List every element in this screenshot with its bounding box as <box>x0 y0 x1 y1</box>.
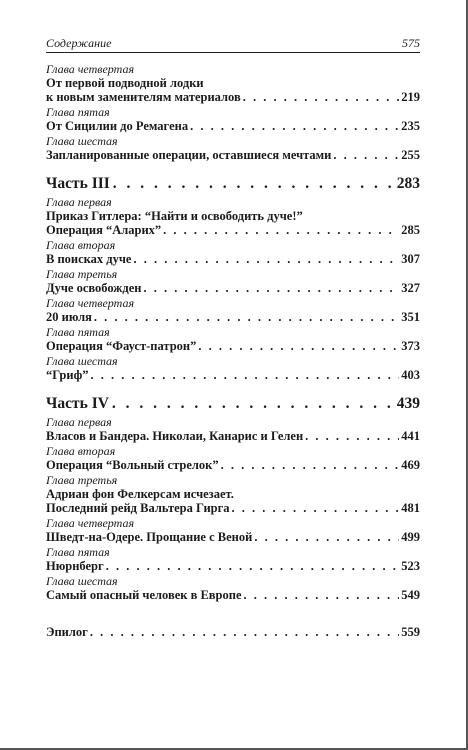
entry-page: 523 <box>401 559 420 573</box>
entry-page: 403 <box>401 368 420 382</box>
chapter-label: Глава четвертая <box>46 296 135 310</box>
chapter-label: Глава шестая <box>46 574 118 588</box>
entry-line <box>46 90 420 105</box>
dot-leader <box>163 223 399 237</box>
entry-title: 20 июля <box>46 310 92 324</box>
part-page: 283 <box>396 175 420 192</box>
chapter-label: Глава шестая <box>46 134 118 148</box>
toc-entry <box>46 296 420 325</box>
entry-page: 373 <box>401 339 420 353</box>
entry-line <box>46 429 420 444</box>
chapter-label: Глава пятая <box>46 545 110 559</box>
entry-title: Запланированные операции, оставшиеся мечтами <box>46 148 332 162</box>
entry-line <box>46 148 420 163</box>
entry-line <box>46 252 420 267</box>
chapter-label: Глава вторая <box>46 238 116 252</box>
dot-leader <box>243 90 400 104</box>
chapter-label: Глава четвертая <box>46 516 135 530</box>
chapter-label: Глава вторая <box>46 444 116 458</box>
entry-title: Последний рейд Вальтера Гирга <box>46 501 230 515</box>
entry-line <box>46 339 420 354</box>
toc-entry <box>46 415 420 444</box>
part-page: 439 <box>396 395 420 412</box>
entry-line <box>46 310 420 325</box>
entry-title: “Гриф” <box>46 368 89 382</box>
entry-title: Операция “Аларих” <box>46 223 162 237</box>
entry-title: Операция “Вольный стрелок” <box>46 458 219 472</box>
toc-entry <box>46 354 420 383</box>
dot-leader <box>254 530 399 544</box>
dot-leader <box>94 310 399 324</box>
toc-entry <box>46 134 420 163</box>
entry-line <box>46 458 420 473</box>
entry-page: 351 <box>401 310 420 324</box>
entry-page: 219 <box>401 90 420 104</box>
entry-page: 559 <box>401 625 420 639</box>
toc-entry <box>46 238 420 267</box>
entry-line <box>46 588 420 603</box>
entry-page: 469 <box>401 458 420 472</box>
entry-page: 481 <box>401 501 420 515</box>
entry-title: В поисках дуче <box>46 252 132 266</box>
chapter-label: Глава третья <box>46 473 118 487</box>
chapter-label: Глава пятая <box>46 105 110 119</box>
entry-title: к новым заменителям материалов <box>46 90 241 104</box>
entry-title-line: Приказ Гитлера: “Найти и освободить дуче!” <box>46 209 303 223</box>
entry-title: Эпилог <box>46 625 88 639</box>
header-title: Содержание <box>46 36 112 50</box>
dot-leader <box>244 588 400 602</box>
entry-page: 255 <box>401 148 420 162</box>
entry-page: 549 <box>401 588 420 602</box>
epilogue-entry <box>46 625 420 640</box>
dot-leader <box>190 119 399 133</box>
entry-page: 499 <box>401 530 420 544</box>
part-heading <box>46 175 420 195</box>
toc-entry <box>46 545 420 574</box>
dot-leader <box>198 339 399 353</box>
toc-entry <box>46 195 420 238</box>
dot-leader <box>113 175 394 193</box>
dot-leader <box>90 625 399 639</box>
toc-entry <box>46 473 420 516</box>
entry-page: 235 <box>401 119 420 133</box>
dot-leader <box>112 395 394 413</box>
entry-title: Нюрнберг <box>46 559 104 573</box>
toc-entry <box>46 444 420 473</box>
entry-title: Шведт-на-Одере. Прощание с Веной <box>46 530 253 544</box>
chapter-label: Глава первая <box>46 415 112 429</box>
chapter-label: Глава третья <box>46 267 118 281</box>
entry-line <box>46 501 420 516</box>
toc-entry <box>46 105 420 134</box>
dot-leader <box>333 148 399 162</box>
chapter-label: Глава пятая <box>46 325 110 339</box>
entry-page: 327 <box>401 281 420 295</box>
dot-leader <box>221 458 400 472</box>
entry-title-line: От первой подводной лодки <box>46 76 204 90</box>
part-title: Часть III <box>46 175 110 192</box>
entry-line <box>46 368 420 383</box>
entry-line <box>46 119 420 134</box>
entry-page: 285 <box>401 223 420 237</box>
entry-title-line: Адриан фон Фелкерсам исчезает. <box>46 487 234 501</box>
toc-entry <box>46 267 420 296</box>
toc-entry <box>46 516 420 545</box>
entry-line <box>46 281 420 296</box>
dot-leader <box>133 252 399 266</box>
toc-entry <box>46 62 420 105</box>
entry-title: Операция “Фауст-патрон” <box>46 339 197 353</box>
dot-leader <box>106 559 400 573</box>
header-page-number: 575 <box>402 36 420 50</box>
running-header <box>46 36 420 53</box>
chapter-label: Глава шестая <box>46 354 118 368</box>
chapter-label: Глава первая <box>46 195 112 209</box>
dot-leader <box>305 429 399 443</box>
dot-leader <box>232 501 400 515</box>
dot-leader <box>90 368 399 382</box>
entry-title: Власов и Бандера. Николаи, Канарис и Гелен <box>46 429 304 443</box>
part-title: Часть IV <box>46 395 109 412</box>
dot-leader <box>143 281 399 295</box>
entry-line <box>46 530 420 545</box>
toc-entry <box>46 325 420 354</box>
chapter-label: Глава четвертая <box>46 62 135 76</box>
entry-line <box>46 223 420 238</box>
entry-title: От Сицилии до Ремагена <box>46 119 189 133</box>
entry-line <box>46 559 420 574</box>
toc-entry <box>46 574 420 603</box>
entry-page: 441 <box>401 429 420 443</box>
entry-title: Самый опасный человек в Европе <box>46 588 242 602</box>
table-of-contents <box>46 62 420 640</box>
entry-page: 307 <box>401 252 420 266</box>
entry-title: Дуче освобожден <box>46 281 142 295</box>
part-heading <box>46 395 420 415</box>
